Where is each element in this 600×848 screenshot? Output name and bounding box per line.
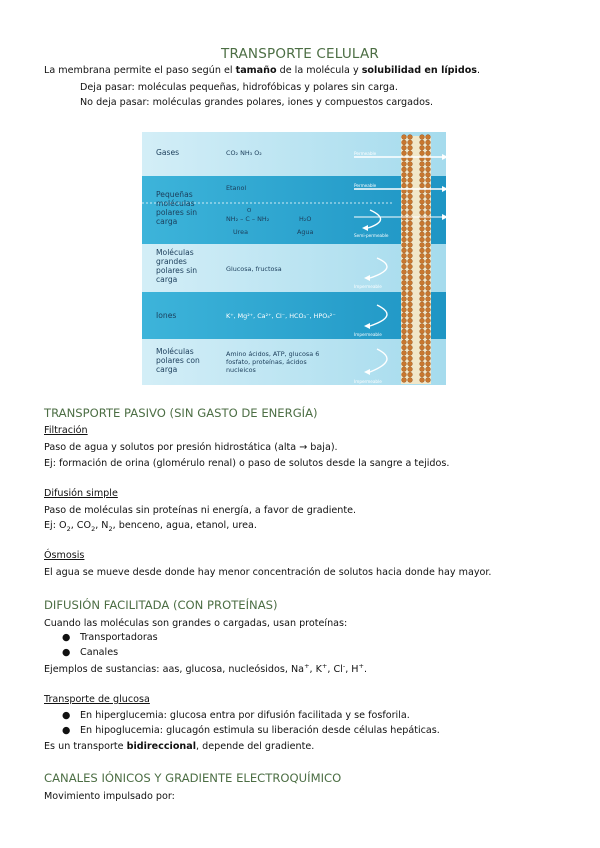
tag-impermeable-3: Impermeable <box>354 379 382 384</box>
lipid-head <box>420 324 425 329</box>
lipid-head <box>408 270 413 275</box>
lipid-head <box>408 232 413 237</box>
lipid-head <box>408 324 413 329</box>
lipid-head <box>426 151 431 156</box>
lipid-head <box>420 183 425 188</box>
lipid-head <box>402 318 407 323</box>
lipid-head <box>426 237 431 242</box>
lipid-head <box>408 286 413 291</box>
lipid-head <box>408 221 413 226</box>
row-label-small-polar: Pequeñas moléculas polares sin carga <box>156 190 198 226</box>
row-content-charged: Amino ácidos, ATP, glucosa 6 fosfato, proteínas, ácidos nucleicos <box>226 350 320 374</box>
tag-permeable-1: Permeable <box>354 151 377 156</box>
lipid-head <box>426 324 431 329</box>
lipid-head <box>420 237 425 242</box>
lipid-head <box>402 275 407 280</box>
lipid-head <box>420 210 425 215</box>
lipid-head <box>408 264 413 269</box>
lipid-head <box>402 248 407 253</box>
intro-nopass: No deja pasar: moléculas grandes polares, iones y compuestos cargados. <box>80 97 434 108</box>
lipid-head <box>426 334 431 339</box>
lipid-head <box>426 361 431 366</box>
lipid-head <box>426 286 431 291</box>
lipid-head <box>426 178 431 183</box>
lipid-head <box>402 334 407 339</box>
difusion-line-2: Ej: $O_2$, $CO_2$, $N_2$, benceno, agua, etanol, urea. <box>44 520 257 533</box>
lipid-head <box>420 264 425 269</box>
lipid-head <box>408 199 413 204</box>
membrane-permeability-figure <box>142 132 446 385</box>
tag-permeable-2: Permeable <box>354 183 377 188</box>
lipid-head <box>402 178 407 183</box>
lipid-head <box>402 259 407 264</box>
lipid-head <box>426 199 431 204</box>
lipid-head <box>408 145 413 150</box>
lipid-head <box>408 178 413 183</box>
filtracion-line-2: Ej: formación de orina (glomérulo renal) o paso de solutos desde la sangre a tejidos. <box>44 458 450 469</box>
lipid-head <box>402 329 407 334</box>
water-formula: H₂O <box>299 215 312 223</box>
lipid-head <box>402 199 407 204</box>
lipid-head <box>408 340 413 345</box>
lipid-head <box>402 340 407 345</box>
lipid-head <box>420 178 425 183</box>
lipid-head <box>408 334 413 339</box>
lipid-head <box>402 297 407 302</box>
lipid-head <box>408 226 413 231</box>
lipid-head <box>426 248 431 253</box>
lipid-head <box>426 216 431 221</box>
lipid-head <box>426 345 431 350</box>
lipid-head <box>408 253 413 258</box>
lipid-head <box>408 345 413 350</box>
lipid-head <box>426 243 431 248</box>
lipid-head <box>402 367 407 372</box>
urea-oxygen: O <box>247 208 252 214</box>
row-content-ions: K⁺, Mg²⁺, Ca²⁺, Cl⁻, HCO₃⁻, HPO₄²⁻ <box>226 312 336 320</box>
lipid-head <box>426 318 431 323</box>
lipid-head <box>426 378 431 383</box>
lipid-head <box>408 351 413 356</box>
intro-bold-solubility: solubilidad en lípidos <box>361 65 477 76</box>
lipid-head <box>420 275 425 280</box>
lipid-head <box>402 140 407 145</box>
lipid-head <box>426 280 431 285</box>
lipid-head <box>408 378 413 383</box>
lipid-head <box>426 367 431 372</box>
lipid-head <box>426 232 431 237</box>
lipid-head <box>402 307 407 312</box>
lipid-head <box>420 243 425 248</box>
lipid-head <box>420 199 425 204</box>
lipid-head <box>420 270 425 275</box>
lipid-head <box>402 264 407 269</box>
lipid-head <box>408 183 413 188</box>
lipid-head <box>402 205 407 210</box>
lipid-head <box>402 135 407 140</box>
lipid-head <box>420 221 425 226</box>
lipid-head <box>420 167 425 172</box>
lipid-head <box>426 226 431 231</box>
lipid-head <box>420 302 425 307</box>
lipid-head <box>402 167 407 172</box>
lipid-head <box>402 221 407 226</box>
lipid-head <box>408 237 413 242</box>
subheading-osmosis: Ósmosis <box>44 550 85 561</box>
lipid-head <box>402 280 407 285</box>
lipid-head <box>426 329 431 334</box>
list-item: ● Canales <box>62 647 119 658</box>
lipid-head <box>420 162 425 167</box>
lipid-head <box>426 372 431 377</box>
lipid-head <box>426 135 431 140</box>
lipid-head <box>426 275 431 280</box>
lipid-head <box>426 162 431 167</box>
intro-pass: Deja pasar: moléculas pequeñas, hidrofóbicas y polares sin carga. <box>80 82 398 93</box>
lipid-head <box>420 345 425 350</box>
lipid-head <box>408 356 413 361</box>
lipid-head <box>402 162 407 167</box>
lipid-head <box>420 194 425 199</box>
list-item: ● En hipoglucemia: glucagón estimula su liberación desde células hepáticas. <box>62 725 440 736</box>
intro-line <box>44 64 480 77</box>
lipid-head <box>426 194 431 199</box>
lipid-head <box>402 151 407 156</box>
lipid-head <box>420 291 425 296</box>
lipid-head <box>420 297 425 302</box>
lipid-head <box>420 135 425 140</box>
lipid-head <box>408 313 413 318</box>
lipid-head <box>402 194 407 199</box>
lipid-head <box>426 259 431 264</box>
lipid-head <box>402 226 407 231</box>
lipid-head <box>420 232 425 237</box>
lipid-head <box>426 145 431 150</box>
heading-facilitada: DIFUSIÓN FACILITADA (CON PROTEÍNAS) <box>44 598 278 612</box>
lipid-head <box>402 232 407 237</box>
lipid-head <box>402 302 407 307</box>
intro-text-mid: de la molécula y <box>276 65 362 76</box>
lipid-head <box>402 270 407 275</box>
page-title: TRANSPORTE CELULAR <box>221 46 379 62</box>
lipid-head <box>420 226 425 231</box>
lipid-head <box>408 367 413 372</box>
subheading-glucosa: Transporte de glucosa <box>44 694 150 705</box>
lipid-head <box>420 248 425 253</box>
lipid-head <box>420 361 425 366</box>
intro-text-end: . <box>477 65 481 76</box>
row-label-ions: Iones <box>156 311 177 320</box>
lipid-head <box>420 351 425 356</box>
lipid-head <box>408 248 413 253</box>
filtracion-line-1: Paso de agua y solutos por presión hidrostática (alta → baja). <box>44 442 338 453</box>
tag-semi-permeable: Semi-permeable <box>354 233 389 238</box>
lipid-head <box>420 372 425 377</box>
lipid-head <box>426 172 431 177</box>
lipid-head <box>426 210 431 215</box>
lipid-head <box>426 183 431 188</box>
heading-canales: CANALES IÓNICOS Y GRADIENTE ELECTROQUÍMICO <box>44 771 342 785</box>
lipid-head <box>420 145 425 150</box>
lipid-head <box>402 243 407 248</box>
lipid-head <box>408 151 413 156</box>
facilitada-intro: Cuando las moléculas son grandes o cargadas, usan proteínas: <box>44 618 348 629</box>
lipid-head <box>426 167 431 172</box>
lipid-head <box>402 210 407 215</box>
lipid-head <box>420 340 425 345</box>
subheading-filtracion: Filtración <box>44 425 88 436</box>
lipid-head <box>408 275 413 280</box>
tag-impermeable-1: Impermeable <box>354 284 382 289</box>
lipid-head <box>402 324 407 329</box>
lipid-head <box>420 307 425 312</box>
lipid-head <box>402 216 407 221</box>
lipid-head <box>402 172 407 177</box>
lipid-head <box>408 194 413 199</box>
lipid-head <box>408 140 413 145</box>
lipid-head <box>408 361 413 366</box>
lipid-head <box>402 253 407 258</box>
lipid-head <box>426 140 431 145</box>
glucosa-final: Es un transporte bidireccional, depende del gradiente. <box>44 741 315 752</box>
lipid-head <box>420 367 425 372</box>
lipid-head <box>426 302 431 307</box>
row-label-charged-polar: Moléculas polares con carga <box>156 347 200 374</box>
lipid-head <box>420 259 425 264</box>
lipid-head <box>408 243 413 248</box>
row-content-glucose: Glucosa, fructosa <box>226 265 282 273</box>
tag-impermeable-2: Impermeable <box>354 332 382 337</box>
lipid-head <box>420 286 425 291</box>
lipid-head <box>408 216 413 221</box>
difusion-line-1: Paso de moléculas sin proteínas ni energía, a favor de gradiente. <box>44 505 357 516</box>
lipid-head <box>420 280 425 285</box>
lipid-head <box>408 205 413 210</box>
heading-pasivo: TRANSPORTE PASIVO (SIN GASTO DE ENERGÍA) <box>44 406 318 420</box>
lipid-head <box>420 205 425 210</box>
lipid-head <box>408 280 413 285</box>
lipid-head <box>420 334 425 339</box>
lipid-head <box>426 313 431 318</box>
lipid-head <box>420 356 425 361</box>
lipid-head <box>408 302 413 307</box>
lipid-head <box>426 351 431 356</box>
row-content-gases: CO₂ NH₃ O₂ <box>226 149 262 157</box>
lipid-head <box>402 313 407 318</box>
intro-text: La membrana permite el paso según el <box>44 65 236 76</box>
lipid-head <box>402 361 407 366</box>
lipid-head <box>426 340 431 345</box>
urea-formula: NH₂ – C – NH₂ <box>226 215 270 223</box>
row-label-large-polar: Moléculas grandes polares sin carga <box>156 248 198 284</box>
lipid-head <box>420 329 425 334</box>
lipid-head <box>408 307 413 312</box>
intro-bold-size: tamaño <box>235 65 277 76</box>
lipid-head <box>420 318 425 323</box>
lipid-head <box>408 135 413 140</box>
lipid-head <box>408 210 413 215</box>
lipid-head <box>402 356 407 361</box>
canales-line-1: Movimiento impulsado por: <box>44 791 175 802</box>
lipid-head <box>426 297 431 302</box>
lipid-head <box>408 372 413 377</box>
lipid-head <box>420 216 425 221</box>
lipid-head <box>408 329 413 334</box>
lipid-head <box>426 307 431 312</box>
lipid-head <box>408 172 413 177</box>
urea-label: Urea <box>233 228 249 236</box>
lipid-head <box>408 162 413 167</box>
list-item: ● Transportadoras <box>62 632 158 643</box>
lipid-head <box>402 237 407 242</box>
lipid-head <box>426 221 431 226</box>
lipid-head <box>426 356 431 361</box>
lipid-head <box>402 372 407 377</box>
lipid-head <box>426 270 431 275</box>
lipid-head <box>420 151 425 156</box>
lipid-head <box>402 183 407 188</box>
list-item: ● En hiperglucemia: glucosa entra por difusión facilitada y se fosforila. <box>62 710 410 721</box>
subheading-difusion: Difusión simple <box>44 488 118 499</box>
lipid-head <box>402 291 407 296</box>
lipid-head <box>420 378 425 383</box>
row-content-ethanol: Etanol <box>226 184 247 192</box>
lipid-head <box>408 259 413 264</box>
lipid-head <box>402 351 407 356</box>
lipid-head <box>402 286 407 291</box>
lipid-head <box>420 140 425 145</box>
facilitada-examples: Ejemplos de sustancias: aas, glucosa, nucleósidos, Na+, K+, Cl-, H+. <box>44 661 368 675</box>
osmosis-line-1: El agua se mueve desde donde hay menor concentración de solutos hacia donde hay mayor. <box>44 567 492 578</box>
lipid-head <box>426 264 431 269</box>
water-label: Agua <box>297 228 314 236</box>
lipid-head <box>426 205 431 210</box>
lipid-head <box>402 378 407 383</box>
lipid-head <box>408 318 413 323</box>
lipid-head <box>420 313 425 318</box>
lipid-head <box>420 253 425 258</box>
lipid-head <box>408 297 413 302</box>
lipid-head <box>402 345 407 350</box>
lipid-head <box>402 145 407 150</box>
lipid-head <box>420 172 425 177</box>
row-label-gases: Gases <box>156 148 180 157</box>
lipid-bilayer <box>401 135 431 384</box>
lipid-head <box>426 291 431 296</box>
lipid-head <box>408 291 413 296</box>
lipid-head <box>408 167 413 172</box>
lipid-head <box>426 253 431 258</box>
